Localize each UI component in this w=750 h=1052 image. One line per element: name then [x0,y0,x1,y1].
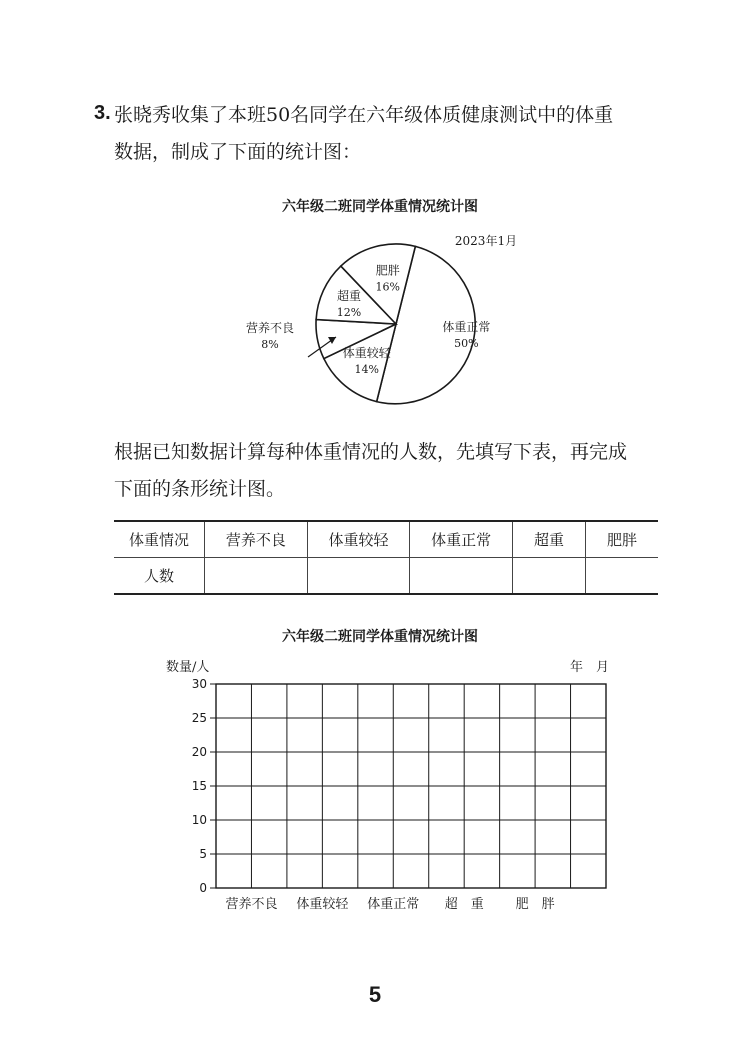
y-tick-label: 15 [191,779,207,793]
table-input-cell[interactable] [586,558,659,595]
pie-label-name: 超重 [336,289,362,304]
table-row [114,558,658,595]
y-tick-label: 5 [199,847,207,861]
table-header-cell: 体重正常 [410,521,513,558]
pie-chart-title: 六年级二班同学体重情况统计图 [282,199,478,215]
table-header-cell: 超重 [513,521,586,558]
pie-label-percent: 8% [261,338,279,351]
question-number: 3. [94,102,111,124]
table-input-cell[interactable] [513,558,586,595]
x-category-label: 体重正常 [367,897,420,912]
pie-label-percent: 14% [354,363,379,376]
table-header-cell: 体重较轻 [307,521,410,558]
y-tick-label: 30 [191,677,207,691]
table-header-cell: 体重情况 [114,521,205,558]
pie-label-name: 营养不良 [245,321,295,335]
table-input-cell[interactable] [307,558,410,595]
date-label: 年 月 [570,660,610,675]
bar-chart [150,655,630,915]
table-input-cell[interactable] [205,558,308,595]
pie-label-name: 肥胖 [375,263,400,278]
x-category-label: 超 重 [444,897,484,912]
instruction-line-1: 根据已知数据计算每种体重情况的人数，先填写下表，再完成 [114,441,628,463]
table-input-cell[interactable] [410,558,513,595]
x-category-label: 营养不良 [225,897,278,912]
page-number: 5 [368,982,382,1007]
pie-label-name: 体重较轻 [342,346,391,360]
instruction-line-2: 下面的条形统计图。 [114,478,286,500]
pie-chart [240,225,540,415]
bar-chart-title: 六年级二班同学体重情况统计图 [282,629,478,645]
question-line-2: 数据，制成了下面的统计图： [114,141,362,163]
pie-label-name: 体重正常 [442,320,491,335]
table-row-label: 人数 [114,558,205,595]
pie-label-percent: 50% [454,337,479,351]
table-header-row [114,521,658,558]
x-category-label: 体重较轻 [296,897,349,912]
pie-label-percent: 16% [375,280,400,294]
y-tick-label: 25 [191,711,207,725]
y-tick-label: 10 [191,813,207,827]
x-category-label: 肥 胖 [515,897,555,912]
data-table [114,520,658,595]
question-line-1: 张晓秀收集了本班50名同学在六年级体质健康测试中的体重 [114,104,614,126]
table-header-cell: 肥胖 [586,521,659,558]
y-axis-label: 数量/人 [166,660,210,675]
table-header-cell: 营养不良 [205,521,308,558]
pie-label-percent: 12% [336,306,362,320]
y-tick-label: 0 [199,881,207,895]
pie-date: 2023年1月 [454,234,518,248]
y-tick-label: 20 [191,745,207,759]
